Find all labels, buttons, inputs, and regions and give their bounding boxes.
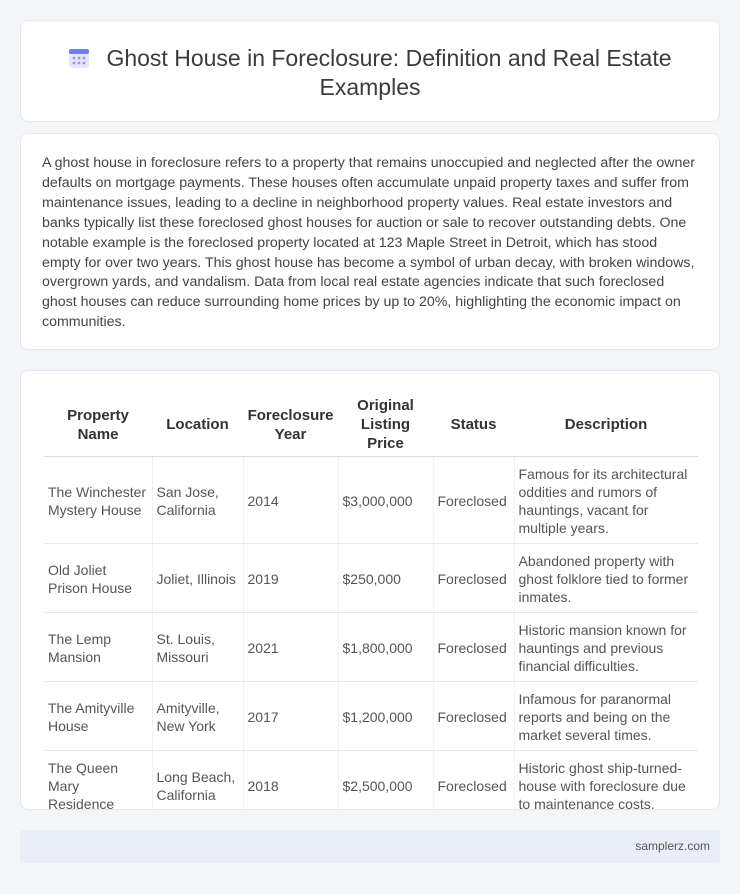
properties-table xyxy=(44,392,698,819)
table-row xyxy=(44,751,698,820)
table-row xyxy=(44,457,698,544)
cell-description: Historic mansion known for hauntings and previous financial difficulties. xyxy=(514,613,698,682)
table-row xyxy=(44,544,698,613)
table-header-row xyxy=(44,392,698,457)
cell-price: $3,000,000 xyxy=(338,457,433,544)
cell-location: St. Louis, Missouri xyxy=(152,613,243,682)
footer-site-link[interactable]: samplerz.com xyxy=(635,839,710,853)
header-card xyxy=(20,20,720,122)
page-title: Ghost House in Foreclosure: Definition and Real Estate Examples xyxy=(106,45,672,100)
cell-price: $1,800,000 xyxy=(338,613,433,682)
column-header: Foreclosure Year xyxy=(243,392,338,457)
column-header: Property Name xyxy=(44,392,152,457)
cell-location: Long Beach, California xyxy=(152,751,243,820)
table-row xyxy=(44,613,698,682)
cell-status: Foreclosed xyxy=(433,457,514,544)
column-header: Description xyxy=(514,392,698,457)
cell-location: Amityville, New York xyxy=(152,682,243,751)
cell-location: San Jose, California xyxy=(152,457,243,544)
cell-price: $2,500,000 xyxy=(338,751,433,820)
cell-property-name: The Queen Mary Residence xyxy=(44,751,152,820)
cell-price: $1,200,000 xyxy=(338,682,433,751)
cell-year: 2019 xyxy=(243,544,338,613)
cell-status: Foreclosed xyxy=(433,751,514,820)
cell-description: Abandoned property with ghost folklore tied to former inmates. xyxy=(514,544,698,613)
cell-year: 2021 xyxy=(243,613,338,682)
cell-property-name: Old Joliet Prison House xyxy=(44,544,152,613)
cell-status: Foreclosed xyxy=(433,682,514,751)
cell-property-name: The Amityville House xyxy=(44,682,152,751)
cell-year: 2018 xyxy=(243,751,338,820)
intro-card xyxy=(20,133,720,350)
cell-status: Foreclosed xyxy=(433,613,514,682)
column-header: Status xyxy=(433,392,514,457)
cell-description: Infamous for paranormal reports and being on the market several times. xyxy=(514,682,698,751)
cell-location: Joliet, Illinois xyxy=(152,544,243,613)
calendar-icon xyxy=(68,47,90,69)
column-header: Original Listing Price xyxy=(338,392,433,457)
column-header: Location xyxy=(152,392,243,457)
intro-paragraph: A ghost house in foreclosure refers to a property that remains unoccupied and neglected after the owner defaults on mortgage payments. These houses often accumulate unpaid property taxes and suffer from maintenance issues, leading to a decline in neighborhood property values. Real estate investors and banks typically list these foreclosed ghost houses for auction or sale to recover outstanding debts. One notable example is the foreclosed property located at 123 Maple Street in Detroit, which has stood empty for over two years. This ghost house has become a symbol of urban decay, with broken windows, overgrown yards, and vandalism. Data from local real estate agencies indicate that such foreclosed ghost houses can reduce surrounding home prices by up to 20%, highlighting the economic impact on communities. xyxy=(42,155,696,331)
cell-year: 2017 xyxy=(243,682,338,751)
cell-property-name: The Winchester Mystery House xyxy=(44,457,152,544)
page-title-wrap xyxy=(21,44,719,102)
cell-price: $250,000 xyxy=(338,544,433,613)
cell-status: Foreclosed xyxy=(433,544,514,613)
cell-description: Famous for its architectural oddities and rumors of hauntings, vacant for multiple years. xyxy=(514,457,698,544)
cell-description: Historic ghost ship-turned-house with foreclosure due to maintenance costs. xyxy=(518,760,686,812)
cell-year: 2014 xyxy=(243,457,338,544)
footer-bar xyxy=(20,830,720,863)
cell-property-name: The Lemp Mansion xyxy=(44,613,152,682)
table-card xyxy=(20,370,720,810)
table-row xyxy=(44,682,698,751)
